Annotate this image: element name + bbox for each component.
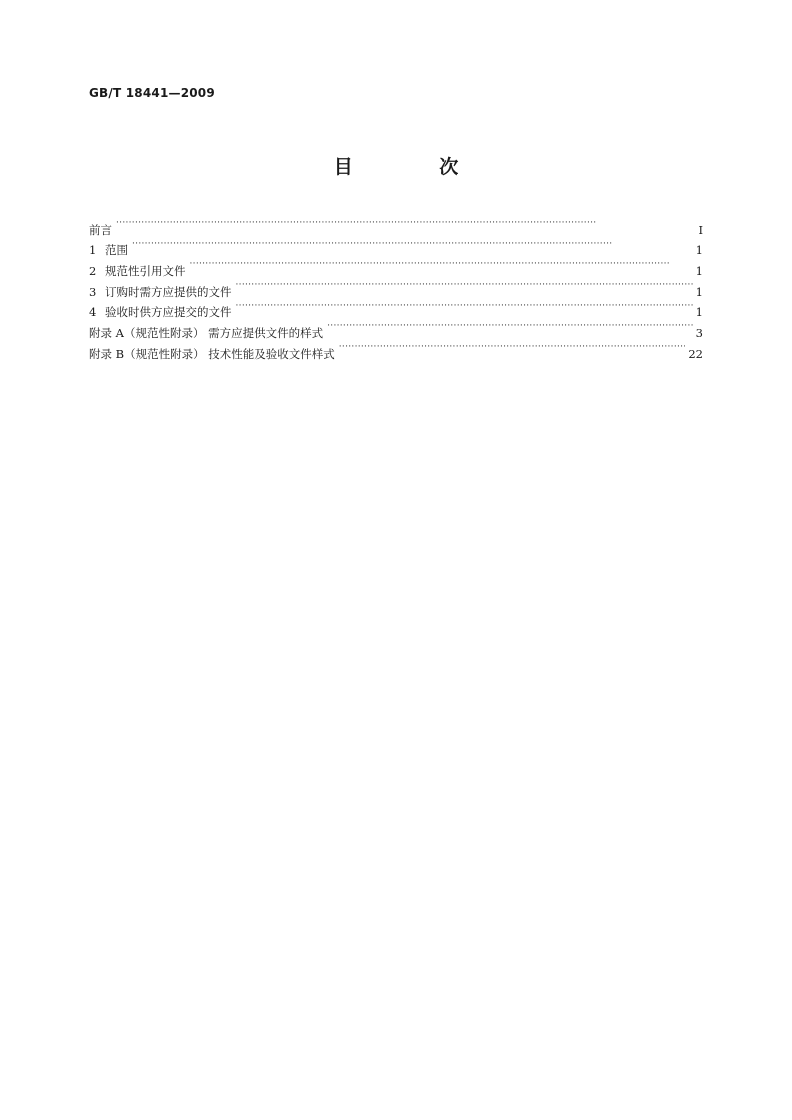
toc-entry-label — [89, 282, 236, 303]
leader-dots — [190, 254, 693, 275]
toc-entry-preface[interactable] — [89, 213, 703, 237]
toc-entry-text: 订购时需方应提供的文件 — [105, 284, 232, 299]
leader-dots — [339, 337, 686, 358]
toc-entry-label: 附录 B（规范性附录） 技术性能及验收文件样式 — [89, 346, 335, 361]
standard-code: GB/T 18441—2009 — [89, 86, 215, 100]
toc-entry-scope[interactable] — [89, 234, 703, 258]
toc-page-number: 1 — [695, 264, 703, 279]
toc-entry-normative-references[interactable] — [89, 254, 703, 279]
toc-entry-label — [89, 261, 190, 282]
leader-dots — [236, 296, 693, 317]
toc-page-number: 3 — [695, 326, 703, 341]
toc-section-number: 1 — [89, 243, 97, 258]
toc-entry-label — [89, 240, 132, 261]
toc-entry-label: 前言 — [89, 222, 112, 237]
toc-entry-text: 验收时供方应提交的文件 — [105, 305, 232, 320]
toc-page-number: 1 — [695, 243, 703, 258]
table-of-contents — [89, 213, 703, 361]
toc-page-number: 1 — [695, 305, 703, 320]
toc-entry-text: 范围 — [105, 243, 128, 258]
toc-page-number: 22 — [688, 346, 703, 361]
toc-entry-label: 附录 A（规范性附录） 需方应提供文件的样式 — [89, 326, 324, 341]
leader-dots — [116, 213, 695, 234]
toc-page-number: 1 — [695, 284, 703, 299]
toc-entry-label — [89, 302, 236, 323]
toc-entry-text: 规范性引用文件 — [105, 264, 186, 279]
toc-section-number: 3 — [89, 284, 97, 299]
toc-section-number: 2 — [89, 264, 97, 279]
leader-dots — [236, 275, 693, 296]
page-title: 目 次 — [333, 156, 499, 178]
toc-page-number: Ⅰ — [698, 222, 703, 237]
leader-dots — [132, 234, 693, 255]
toc-section-number: 4 — [89, 305, 97, 320]
leader-dots — [327, 316, 693, 337]
